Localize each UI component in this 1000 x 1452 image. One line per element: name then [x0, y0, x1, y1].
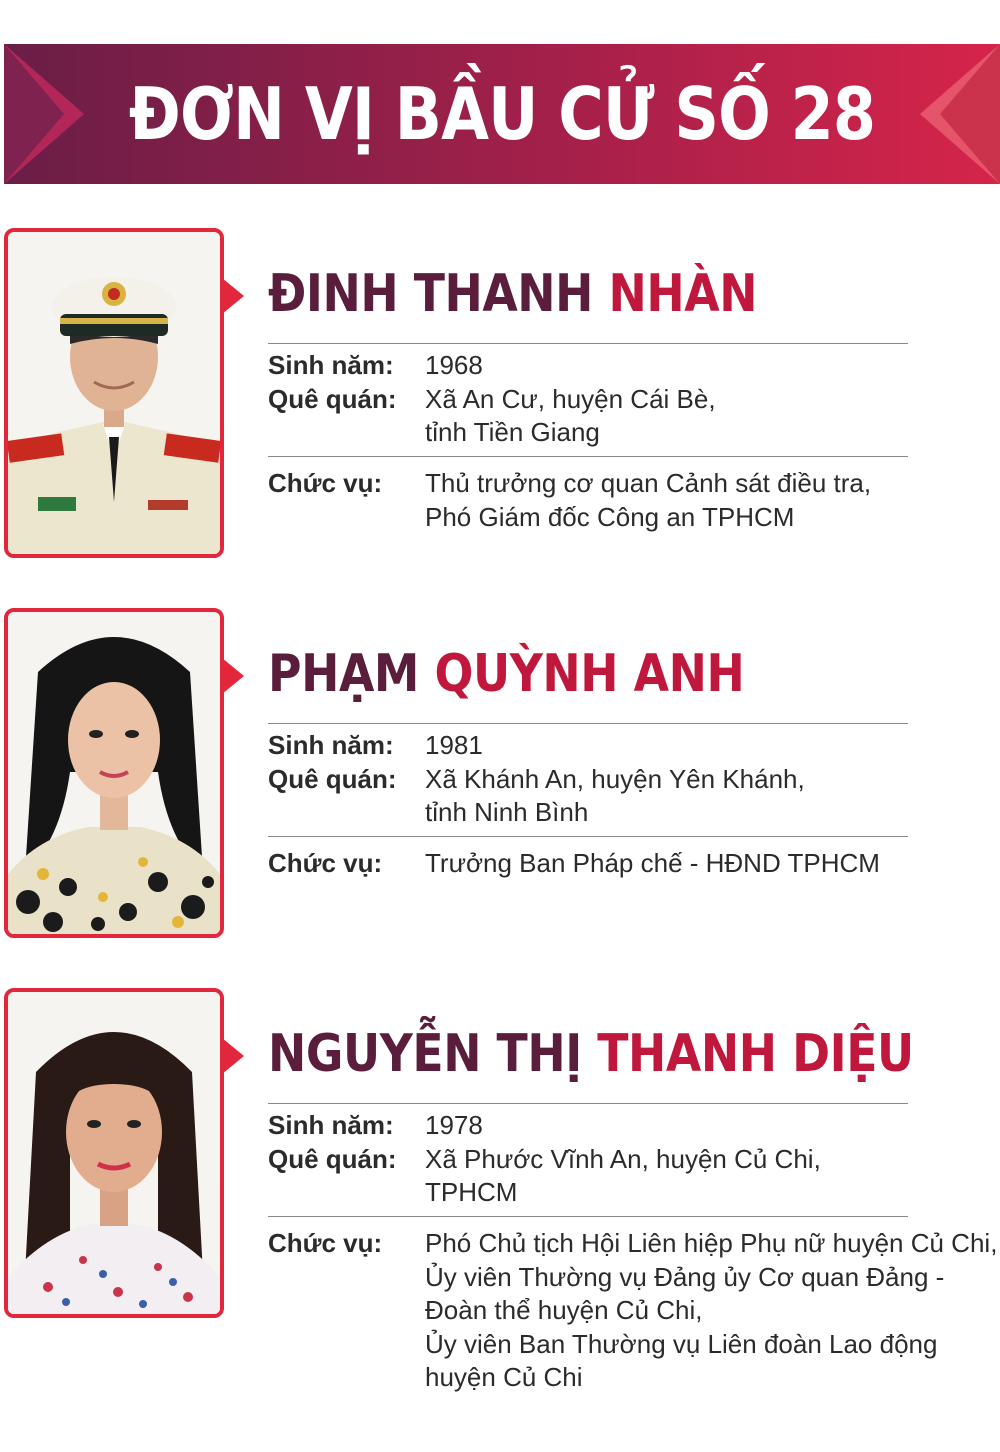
hometown-label: Quê quán:	[268, 764, 397, 794]
position-line: huyện Củ Chi	[425, 1362, 583, 1392]
position-label: Chức vụ:	[268, 468, 383, 498]
page-title: ĐƠN VỊ BẦU CỬ SỐ 28	[128, 72, 876, 156]
divider	[268, 1103, 908, 1104]
candidate-photo-frame	[4, 608, 224, 938]
birth-year-label: Sinh năm:	[268, 730, 394, 760]
position-label: Chức vụ:	[268, 1228, 383, 1258]
candidate-name: ĐINH THANH NHÀN	[268, 264, 758, 324]
divider	[268, 836, 908, 837]
candidate-portrait-police-officer	[8, 232, 220, 554]
divider	[268, 723, 908, 724]
banner-right-arrow-decoration-inner	[940, 44, 1000, 184]
photo-pointer-arrow	[222, 278, 244, 314]
birth-year-label: Sinh năm:	[268, 1110, 394, 1140]
birth-year-value: 1981	[425, 730, 483, 760]
candidate-name: PHẠM QUỲNH ANH	[268, 644, 745, 704]
hometown-label: Quê quán:	[268, 384, 397, 414]
position-line: Phó Giám đốc Công an TPHCM	[425, 502, 795, 532]
candidate-photo-frame	[4, 988, 224, 1318]
hometown-line: Xã An Cư, huyện Cái Bè,	[425, 384, 716, 414]
candidate-portrait-woman-floral	[8, 992, 220, 1314]
position-line: Đoàn thể huyện Củ Chi,	[425, 1295, 703, 1325]
banner-left-arrow-decoration-inner	[4, 44, 64, 184]
birth-year-label: Sinh năm:	[268, 350, 394, 380]
position-line: Phó Chủ tịch Hội Liên hiệp Phụ nữ huyện Củ Chi,	[425, 1228, 998, 1258]
photo-pointer-arrow	[222, 658, 244, 694]
header-banner	[4, 44, 1000, 184]
position-line: Ủy viên Ban Thường vụ Liên đoàn Lao động	[425, 1329, 938, 1359]
hometown-line: TPHCM	[425, 1177, 518, 1207]
hometown-label: Quê quán:	[268, 1144, 397, 1174]
hometown-line: Xã Khánh An, huyện Yên Khánh,	[425, 764, 805, 794]
birth-year-value: 1978	[425, 1110, 483, 1140]
position-line: Trưởng Ban Pháp chế - HĐND TPHCM	[425, 848, 880, 878]
hometown-line: Xã Phước Vĩnh An, huyện Củ Chi,	[425, 1144, 821, 1174]
divider	[268, 1216, 908, 1217]
hometown-line: tỉnh Tiền Giang	[425, 417, 600, 447]
position-label: Chức vụ:	[268, 848, 383, 878]
candidate-portrait-woman-ao-dai	[8, 612, 220, 934]
birth-year-value: 1968	[425, 350, 483, 380]
candidate-photo-frame	[4, 228, 224, 558]
divider	[268, 456, 908, 457]
divider	[268, 343, 908, 344]
photo-pointer-arrow	[222, 1038, 244, 1074]
candidate-name: NGUYỄN THỊ THANH DIỆU	[268, 1024, 914, 1084]
hometown-line: tỉnh Ninh Bình	[425, 797, 589, 827]
position-line: Ủy viên Thường vụ Đảng ủy Cơ quan Đảng -	[425, 1262, 945, 1292]
position-line: Thủ trưởng cơ quan Cảnh sát điều tra,	[425, 468, 872, 498]
